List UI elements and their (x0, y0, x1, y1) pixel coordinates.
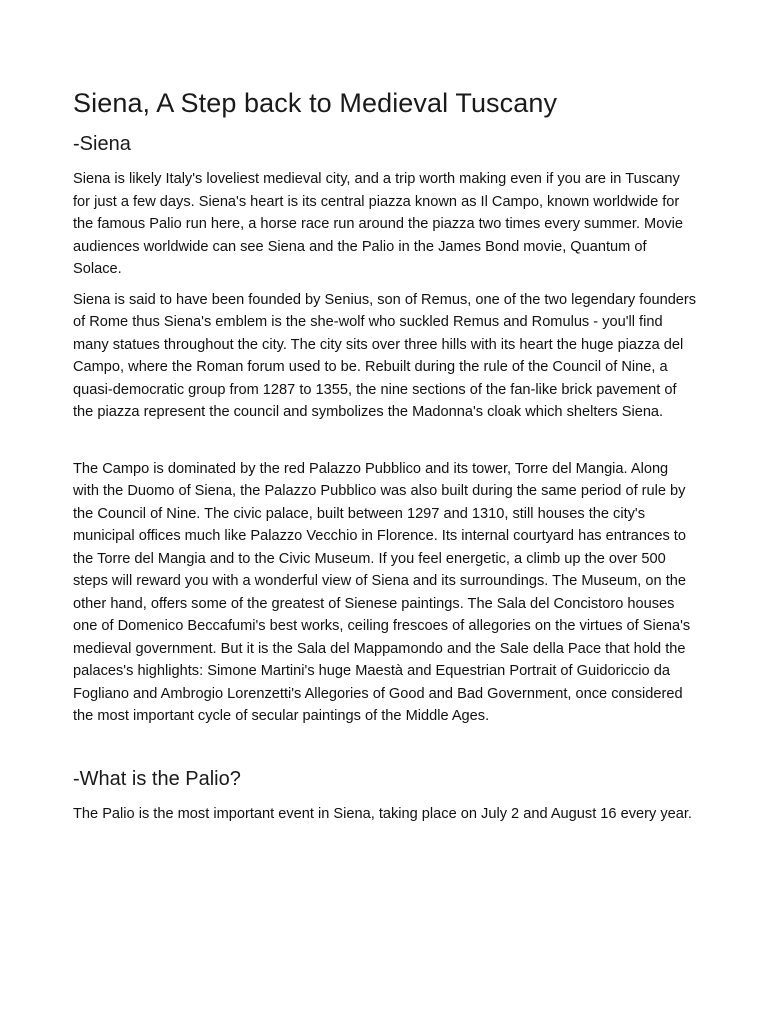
section-heading-siena: -Siena (73, 133, 131, 155)
paragraph-intro: Siena is likely Italy's loveliest medieval city, and a trip worth making even if you are in Tuscany for just a few days. Siena's heart is its central piazza known as Il Campo, known worldwide for the famous Palio run here, a horse race run around the piazza two times every summer. Movie audiences worldwide can see Siena and the Palio in the James Bond movie, Quantum of Solace. (73, 171, 683, 277)
paragraph-founding: Siena is said to have been founded by Senius, son of Remus, one of the two legendary founders of Rome thus Siena's emblem is the she-wolf who suckled Remus and Romulus - you'll find many statues throughout the city. The city sits over three hills with its heart the huge piazza del Campo, where the Roman forum used to be. Rebuilt during the rule of the Council of Nine, a quasi-democratic group from 1287 to 1355, the nine sections of the fan-like brick pavement of the piazza represent the council and symbolizes the Madonna's cloak which shelters Siena. (73, 291, 697, 420)
section-heading-palio: -What is the Palio? (73, 767, 241, 790)
paragraph-palio: The Palio is the most important event in Siena, taking place on July 2 and August 16 every year. (73, 805, 692, 822)
paragraph-campo: The Campo is dominated by the red Palazzo Pubblico and its tower, Torre del Mangia. Along with the Duomo of Siena, the Palazzo Pubblico was also built during the same period of rule by the Council of Nine. The civic palace, built between 1297 and 1310, still houses the city's municipal offices much like Palazzo Vecchio in Florence. Its internal courtyard has entrances to the Torre del Mangia and to the Civic Museum. If you feel energetic, a climb up the over 500 steps will reward you with a wonderful view of Siena and its surroundings. The Museum, on the other hand, offers some of the greatest of Sienese paintings. The Sala del Concistoro houses one of Domenico Beccafumi's best works, ceiling frescoes of allegories on the virtues of Siena's medieval government. But it is the Sala del Mappamondo and the Sale della Pace that hold the palaces's highlights: Simone Martini's huge Maestà and Equestrian Portrait of Guidoriccio da Fogliano and Ambrogio Lorenzetti's Allegories of Good and Bad Government, once considered the most important cycle of secular paintings of the Middle Ages. (73, 460, 691, 724)
document-title: Siena, A Step back to Medieval Tuscany (73, 88, 558, 118)
